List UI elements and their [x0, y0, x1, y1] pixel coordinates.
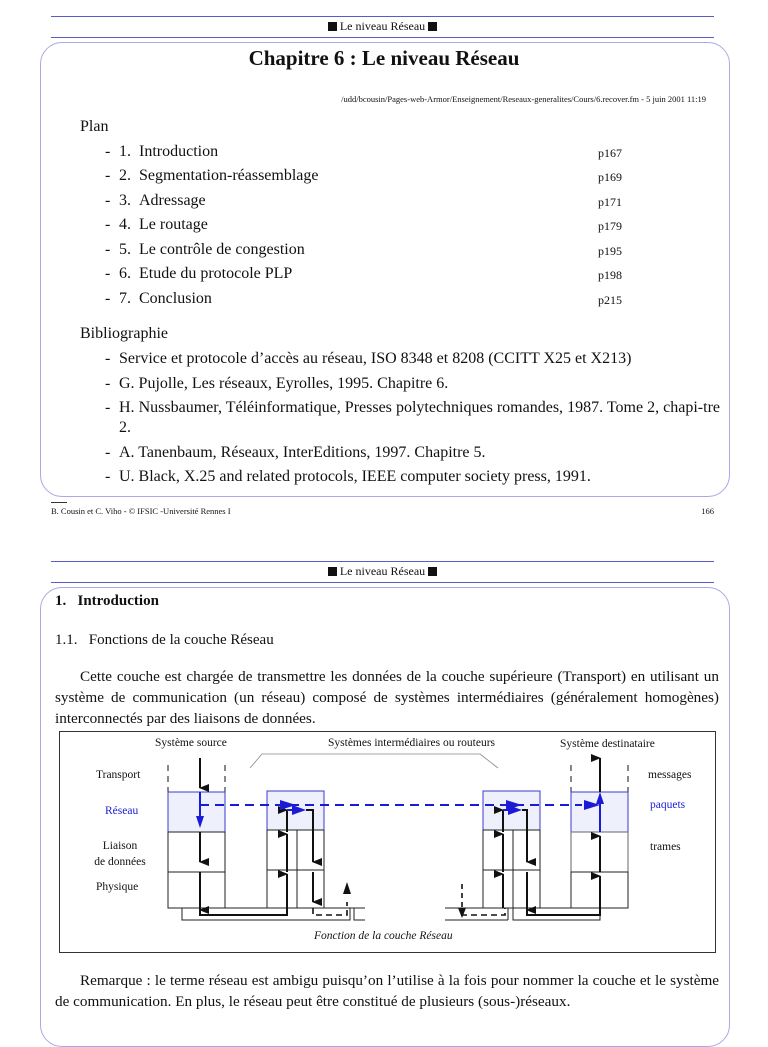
dash: -	[105, 375, 111, 392]
toc-number: 6.	[119, 265, 131, 282]
diagram-graphics	[60, 732, 717, 954]
toc-label: Etude du protocole PLP	[139, 265, 293, 282]
network-layer-diagram	[59, 731, 716, 953]
page-number: 166	[701, 506, 714, 516]
toc-page: p167	[598, 146, 622, 160]
dash: -	[105, 350, 111, 367]
toc-number: 3.	[119, 192, 131, 209]
destination-flow	[596, 758, 604, 908]
toc-item[interactable]	[105, 241, 625, 261]
toc-number: 5.	[119, 241, 131, 258]
bibliography-text: H. Nussbaumer, Téléinformatique, Presses polytechniques romandes, 1987. Tome 2, chapi-tre 2.	[119, 399, 720, 436]
toc-number: 2.	[119, 167, 131, 184]
dash: -	[105, 468, 111, 485]
toc-page: p179	[598, 219, 622, 233]
bibliography-item	[105, 467, 720, 487]
header-rule-top	[51, 16, 714, 17]
layer-label-datalink-2: de données	[94, 856, 146, 868]
square-bullet-icon	[328, 22, 337, 31]
unit-label-packets: paquets	[650, 799, 686, 811]
dash: -	[105, 290, 111, 307]
bibliography-text: A. Tanenbaum, Réseaux, InterEditions, 1997. Chapitre 5.	[119, 444, 486, 461]
header-rule-bottom	[51, 582, 714, 583]
running-head	[51, 19, 714, 33]
bibliography-item	[105, 349, 720, 369]
toc-page: p195	[598, 244, 622, 258]
running-head-text: Le niveau Réseau	[339, 19, 426, 33]
layer-label-network: Réseau	[105, 805, 139, 817]
source-system-label: Système source	[155, 737, 227, 749]
toc-item[interactable]	[105, 143, 625, 163]
unit-label-frames: trames	[650, 841, 681, 853]
source-network-layer	[168, 792, 225, 832]
bibliography-text: U. Black, X.25 and related protocols, IEEE computer society press, 1991.	[119, 468, 591, 485]
dash: -	[105, 241, 111, 258]
toc-label: Le contrôle de congestion	[139, 241, 305, 258]
subsection-title: 1.1. Fonctions de la couche Réseau	[55, 632, 274, 648]
chapter-title: Chapitre 6 : Le niveau Réseau	[248, 46, 520, 70]
toc-page: p169	[598, 170, 622, 184]
square-bullet-icon	[428, 567, 437, 576]
dash: -	[105, 399, 111, 416]
intro-paragraph: Cette couche est chargée de transmettre les données de la couche supérieure (Transport) en utilisant un système de communication (un réseau) composé de systèmes intermédiaires (généralement homogènes) interconnectés par des liaisons de données.	[55, 668, 719, 727]
dash: -	[105, 143, 111, 160]
running-head	[51, 564, 714, 578]
toc-label: Adressage	[139, 192, 206, 209]
square-bullet-icon	[328, 567, 337, 576]
diagram-caption: Fonction de la couche Réseau	[314, 930, 453, 942]
square-bullet-icon	[428, 22, 437, 31]
toc-label: Le routage	[139, 216, 208, 233]
toc-page: p198	[598, 268, 622, 282]
footer-credits: B. Cousin et C. Viho - © IFSIC -Université Rennes I	[51, 506, 231, 516]
footer-rule	[51, 502, 67, 503]
toc-number: 4.	[119, 216, 131, 233]
source-stack	[168, 765, 225, 908]
bibliography-heading: Bibliographie	[80, 325, 168, 342]
toc-item[interactable]	[105, 216, 625, 236]
source-flow	[196, 758, 287, 915]
bibliography-item	[105, 443, 720, 463]
bibliography-text: G. Pujolle, Les réseaux, Eyrolles, 1995. Chapitre 6.	[119, 375, 449, 392]
dash: -	[105, 265, 111, 282]
destination-system-label: Système destinataire	[560, 738, 655, 750]
running-head-text: Le niveau Réseau	[339, 564, 426, 578]
toc-page: p215	[598, 293, 622, 307]
toc-page: p171	[598, 195, 622, 209]
dash: -	[105, 167, 111, 184]
bibliography-item	[105, 374, 720, 394]
toc-number: 7.	[119, 290, 131, 307]
toc-item[interactable]	[105, 167, 625, 187]
dash: -	[105, 444, 111, 461]
header-rule-bottom	[51, 37, 714, 38]
layer-label-datalink-1: Liaison	[102, 840, 138, 852]
toc-label: Introduction	[139, 143, 219, 160]
remark-paragraph: Remarque : le terme réseau est ambigu puisqu’on l’utilise à la fois pour nommer la couche et le système de communication. En plus, le réseau peut être constitué de plusieurs (sous-)réseaux.	[55, 972, 719, 1010]
layer-label-physical: Physique	[96, 881, 139, 893]
toc-label: Conclusion	[139, 290, 212, 307]
file-path: /udd/bcousin/Pages-web-Armor/Enseignement/Reseaux-generalites/Cours/6.recover.fm - 5 juin 2001 11:19	[341, 94, 706, 104]
section-title: 1. Introduction	[55, 593, 159, 609]
header-rule-top	[51, 561, 714, 562]
bibliography-text: Service et protocole d’accès au réseau, ISO 8348 et 8208 (CCITT X25 et X213)	[119, 350, 632, 367]
dash: -	[105, 192, 111, 209]
unit-label-messages: messages	[648, 769, 692, 781]
toc-item[interactable]	[105, 290, 625, 310]
toc-label: Segmentation-réassemblage	[139, 167, 319, 184]
dash: -	[105, 216, 111, 233]
source-datalink-layer	[168, 832, 225, 872]
intermediate-systems-label: Systèmes intermédiaires ou routeurs	[328, 737, 496, 749]
toc-number: 1.	[119, 143, 131, 160]
source-physical-layer	[168, 872, 225, 908]
bibliography-item	[105, 398, 720, 438]
layer-label-transport: Transport	[96, 769, 141, 781]
plan-heading: Plan	[80, 118, 109, 135]
intermediate-brace	[250, 754, 498, 768]
toc-item[interactable]	[105, 192, 625, 212]
toc-item[interactable]	[105, 265, 625, 285]
